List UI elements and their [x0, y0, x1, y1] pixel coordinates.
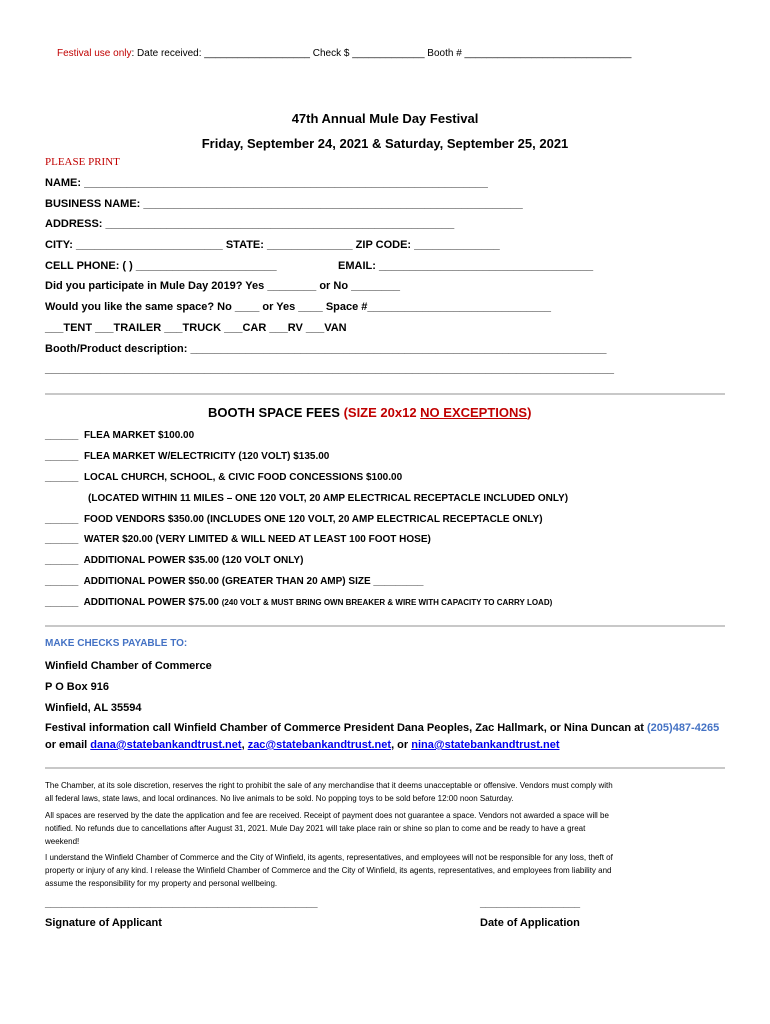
fee-item[interactable]: ______ FOOD VENDORS $350.00 (INCLUDES ONE 120 VOLT, 20 AMP ELECTRICAL RECEPTACLE ONLY) [45, 514, 543, 525]
payee-city: Winfield, AL 35594 [45, 702, 142, 714]
divider [45, 767, 725, 769]
divider [45, 393, 725, 395]
festival-dates: Friday, September 24, 2021 & Saturday, September 25, 2021 [201, 136, 569, 151]
fee-item-note: (LOCATED WITHIN 11 MILES – ONE 120 VOLT, 20 AMP ELECTRICAL RECEPTACLE INCLUDED ONLY) [88, 493, 569, 504]
email-contacts-line: or email dana@statebankandtrust.net, zac@statebankandtrust.net, or nina@statebankandtrust.net [45, 739, 560, 751]
participated-2019-field[interactable]: Did you participate in Mule Day 2019? Yes ________ or No ________ [45, 280, 401, 292]
city-state-zip-field[interactable]: CITY: ________________________ STATE: ______________ ZIP CODE: ______________ [45, 239, 500, 251]
terms-paragraph-2-line-2: notified. No refunds due to cancellations after August 31, 2021. Mule Day 2021 will take place rain or shine so plan to come and be ready to have a great [45, 824, 586, 833]
email-link-nina[interactable]: nina@statebankandtrust.net [411, 739, 560, 751]
fee-item[interactable]: ______ ADDITIONAL POWER $35.00 (120 VOLT ONLY) [45, 555, 304, 566]
payee-org: Winfield Chamber of Commerce [45, 660, 212, 672]
fee-item[interactable]: ______ LOCAL CHURCH, SCHOOL, & CIVIC FOOD CONCESSIONS $100.00 [45, 472, 403, 483]
email-link-dana[interactable]: dana@statebankandtrust.net [90, 739, 242, 751]
booth-description-field[interactable]: Booth/Product description: ____________________________________________________________________ [45, 343, 607, 355]
phone-number[interactable]: (205)487-4265 [647, 722, 720, 734]
checks-payable-heading: MAKE CHECKS PAYABLE TO: [45, 638, 188, 649]
date-label: Date of Application [480, 917, 580, 929]
terms-paragraph-2-line-3: weekend! [45, 837, 80, 846]
fee-item[interactable]: ______ ADDITIONAL POWER $75.00 (240 VOLT & MUST BRING OWN BREAKER & WIRE WITH CAPACITY TO CARRY LOAD) [45, 597, 553, 608]
date-line[interactable]: __________________ [480, 898, 581, 909]
festival-info-line: Festival information call Winfield Chamber of Commerce President Dana Peoples, Zac Hallmark, or Nina Duncan at (205)487-4265 [45, 722, 720, 734]
booth-description-line-2[interactable]: _____________________________________________________________________________________________ [45, 363, 614, 375]
fee-item[interactable]: ______ WATER $20.00 (VERY LIMITED & WILL NEED AT LEAST 100 FOOT HOSE) [45, 534, 431, 545]
size-note: (SIZE 20x12 NO EXCEPTIONS) [343, 405, 532, 420]
terms-paragraph-3-line-1: I understand the Winfield Chamber of Commerce and the City of Winfield, its agents, representatives, and employees will not be responsible for any loss, theft of [45, 853, 613, 862]
vehicle-type-options[interactable]: ___TENT ___TRAILER ___TRUCK ___CAR ___RV ___VAN [45, 322, 347, 334]
received-fields: : Date received: ___________________ Check $ _____________ Booth # ______________________________ [131, 48, 632, 59]
fee-item[interactable]: ______ FLEA MARKET W/ELECTRICITY (120 VOLT) $135.00 [45, 451, 330, 462]
email-link-zac[interactable]: zac@statebankandtrust.net [247, 739, 392, 751]
terms-paragraph-1-line-1: The Chamber, at its sole discretion, reserves the right to prohibit the sale of any merchandise that it deems unacceptable or offensive. Vendors must comply with [45, 781, 613, 790]
festival-use-only-label: Festival use only [57, 48, 132, 59]
please-print-label: PLEASE PRINT [45, 156, 120, 168]
email-field[interactable]: EMAIL: ___________________________________ [338, 260, 594, 272]
business-name-field[interactable]: BUSINESS NAME: ______________________________________________________________ [45, 198, 523, 210]
no-exceptions-text: NO EXCEPTIONS [420, 405, 528, 420]
terms-paragraph-3-line-3: assume the responsibility for my property and personal wellbeing. [45, 879, 278, 888]
terms-paragraph-3-line-2: property or injury of any kind. I release the Winfield Chamber of Commerce and the City of Winfield, its agents, representatives, and employees from liability and [45, 866, 612, 875]
signature-label: Signature of Applicant [45, 917, 162, 929]
festival-title: 47th Annual Mule Day Festival [291, 111, 479, 126]
name-field[interactable]: NAME: __________________________________________________________________ [45, 177, 488, 189]
fee-item[interactable]: ______ ADDITIONAL POWER $50.00 (GREATER THAN 20 AMP) SIZE _________ [45, 576, 424, 587]
terms-paragraph-2-line-1: All spaces are reserved by the date the application and fee are received. Receipt of payment does not guarantee a space. Vendors not awarded a space will be [45, 811, 609, 820]
same-space-field[interactable]: Would you like the same space? No ____ or Yes ____ Space #______________________________ [45, 301, 551, 313]
address-field[interactable]: ADDRESS: _________________________________________________________ [45, 218, 455, 230]
office-use-line [57, 48, 631, 59]
terms-paragraph-1-line-2: all federal laws, state laws, and local ordinances. No live animals to be sold. No popping toys to be sold before 12:00 noon Saturday. [45, 794, 514, 803]
divider [45, 625, 725, 627]
signature-line[interactable]: _________________________________________________ [45, 898, 318, 909]
booth-fees-heading: BOOTH SPACE FEES (SIZE 20x12 NO EXCEPTIONS) [208, 405, 532, 420]
cell-phone-field[interactable]: CELL PHONE: ( ) _______________________ [45, 260, 277, 272]
payee-po-box: P O Box 916 [45, 681, 109, 693]
fee-item[interactable]: ______ FLEA MARKET $100.00 [45, 430, 195, 441]
